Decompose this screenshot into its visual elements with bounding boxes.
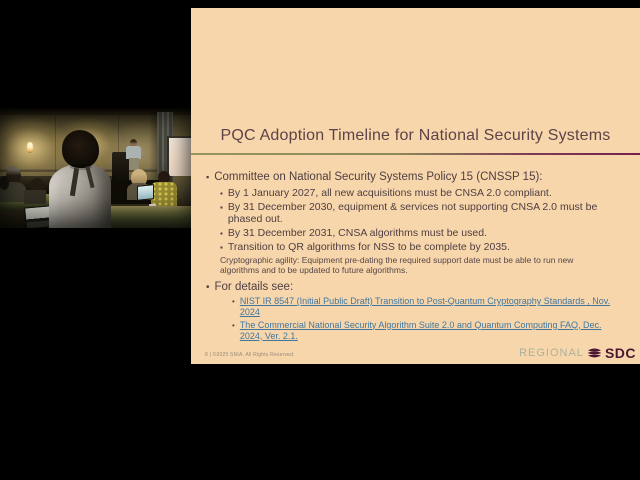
audience-member-head	[0, 176, 9, 190]
audience-member	[24, 190, 46, 204]
list-item-text: By 31 December 2031, CNSA algorithms must be used.	[227, 226, 487, 239]
reference-links	[232, 296, 632, 342]
round-bullet-icon: •	[232, 320, 235, 330]
list-item-text: By 1 January 2027, all new acquisitions must be CNSA 2.0 compliant.	[227, 187, 552, 199]
laptop	[137, 184, 154, 201]
regional-sdc-logo	[519, 345, 636, 361]
cnsa-faq-link[interactable]: The Commercial National Security Algorithm Suite 2.0 and Quantum Computing FAQ, Dec. 2024, Ver. 2.1.	[239, 319, 602, 341]
copyright-text: 8 | ©2025 SNIA. All Rights Reserved.	[205, 352, 295, 358]
square-bullet-icon: ▪	[206, 172, 210, 182]
sdc-stack-icon	[586, 346, 603, 360]
round-bullet-icon: •	[206, 282, 210, 293]
square-bullet-icon: ▪	[220, 203, 223, 212]
slide-body	[206, 168, 632, 343]
bullet-heading-text: For details see:	[214, 281, 294, 293]
wall-sconce-icon	[27, 142, 33, 153]
crypto-agility-note: Cryptographic agility: Equipment pre-dating the required support date must be able to run new algorithms and to be updated to future algorithms.	[220, 255, 574, 275]
square-bullet-icon: ▪	[220, 242, 223, 252]
bullet-heading	[206, 281, 632, 294]
conference-room	[0, 108, 191, 228]
conference-photo	[0, 8, 191, 364]
bullet-heading	[206, 171, 632, 184]
list-item-text: Transition to QR algorithms for NSS to be complete by 2035.	[227, 240, 510, 253]
standing-attendee-head	[62, 130, 99, 168]
nist-ir-8547-link[interactable]: NIST IR 8547 (Initial Public Draft) Transition to Post-Quantum Cryptography Standards , Nov. 2024	[239, 296, 611, 317]
round-bullet-icon: •	[232, 297, 235, 306]
regional-logo-text: REGIONAL	[519, 347, 584, 359]
table	[104, 206, 191, 228]
title-divider	[191, 153, 640, 155]
slide-title: PQC Adoption Timeline for National Security Systems	[220, 127, 611, 144]
standing-attendee	[49, 164, 111, 228]
list-item	[220, 228, 620, 240]
sdc-logo-text: SDC	[604, 345, 636, 361]
wall-seam	[55, 115, 56, 171]
list-item	[220, 242, 620, 254]
list-item	[232, 296, 624, 318]
square-bullet-icon: ▪	[220, 189, 223, 198]
square-bullet-icon: ▪	[220, 228, 223, 238]
list-item	[220, 188, 620, 200]
projection-screen	[167, 136, 191, 176]
list-item	[220, 202, 620, 225]
list-item	[232, 320, 624, 342]
slide	[191, 8, 640, 364]
bullet-list	[220, 188, 632, 253]
bullet-heading-text: Committee on National Security Systems Policy 15 (CNSSP 15):	[214, 171, 543, 183]
list-item-text: By 31 December 2030, equipment & services not supporting CNSA 2.0 must be phased out.	[227, 201, 598, 225]
